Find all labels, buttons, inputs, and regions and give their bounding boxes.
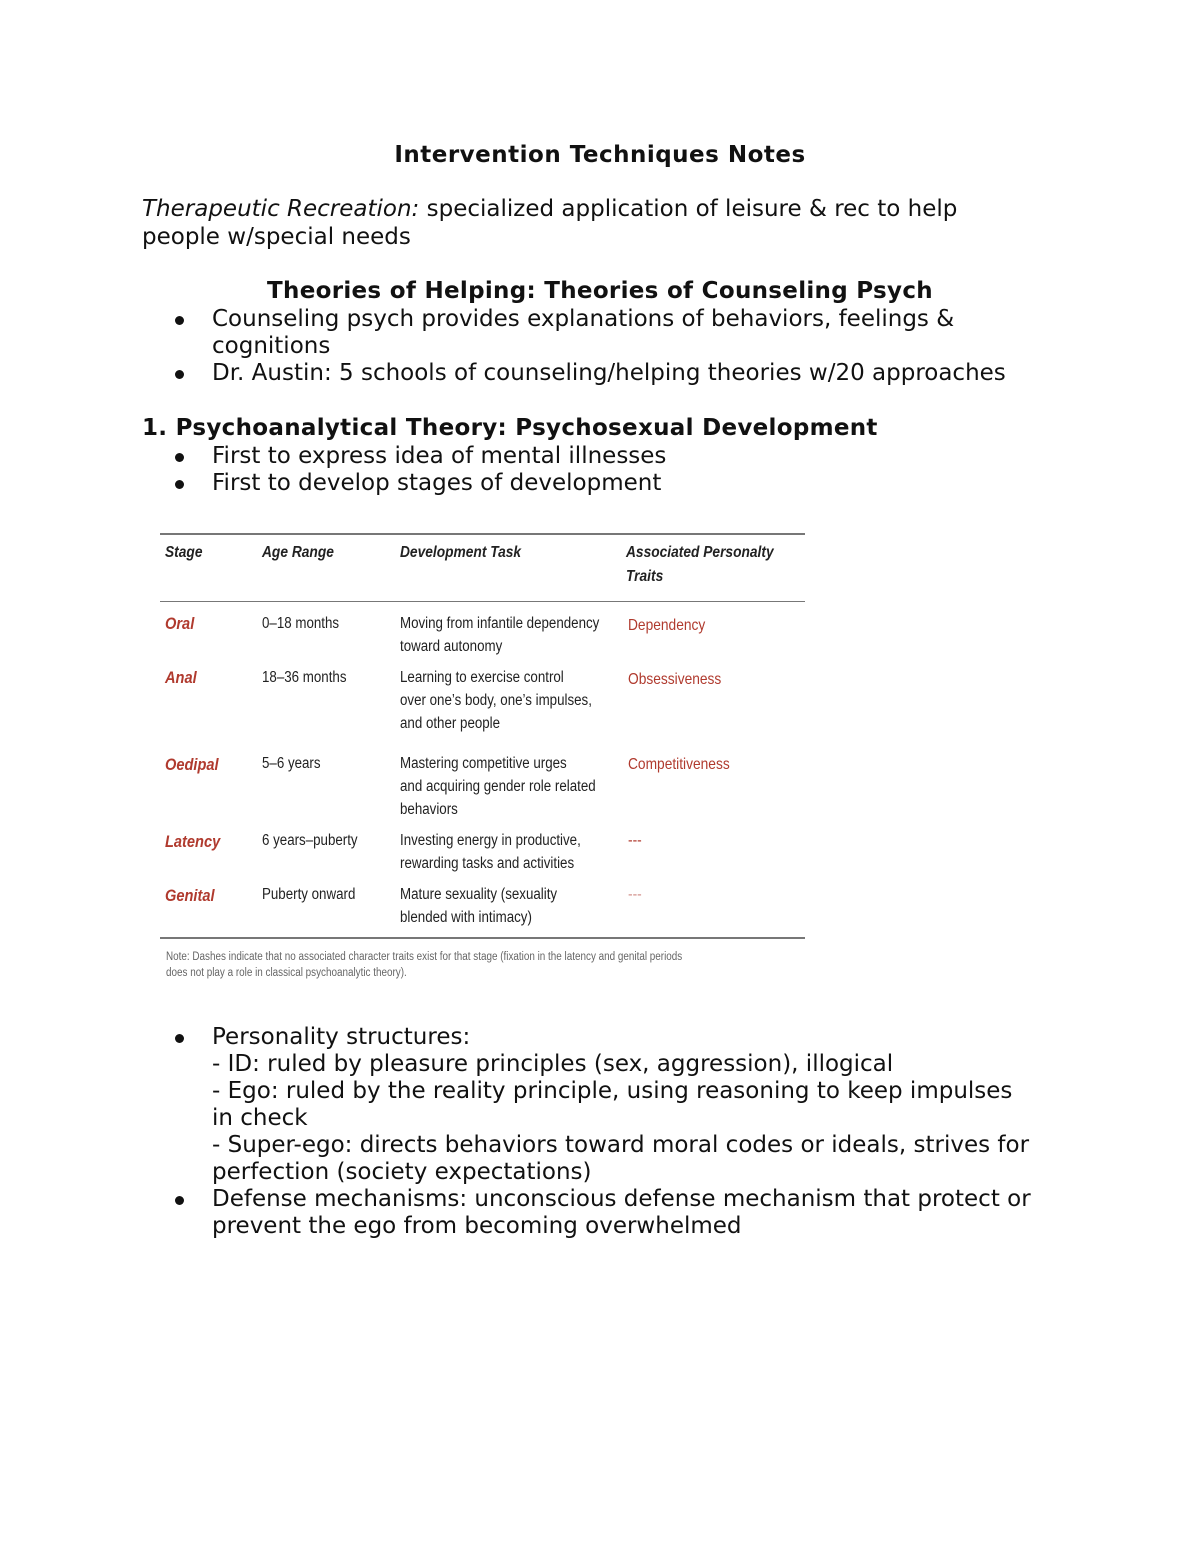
definition-paragraph [142,195,1022,251]
header-development-task: Development Task [400,544,522,561]
table-row-trait: --- [628,832,642,849]
table-row-trait: Obsessiveness [628,671,722,688]
table-row-stage: Anal [165,668,197,687]
task-line: Investing energy in productive, [400,832,581,849]
table-row-trait: Competitiveness [628,756,730,773]
header-personality-traits [626,541,774,589]
list-item [142,443,1042,470]
section-heading-helping: Theories of Helping: Theories of Counseling Psych [267,278,933,304]
psychosexual-stages-table [160,533,805,988]
header-age-range: Age Range [262,544,334,561]
bullet-line: Defense mechanisms: unconscious defense mechanism that protect or [212,1186,1031,1212]
bullet-icon [175,1034,184,1043]
table-bottom-rule [160,937,805,939]
bullet-line: - Super-ego: directs behaviors toward moral codes or ideals, strives for [212,1132,1030,1158]
bullet-line: - ID: ruled by pleasure principles (sex, aggression), illogical [212,1051,894,1077]
task-line: rewarding tasks and activities [400,855,575,872]
section-heading-psychoanalytical: 1. Psychoanalytical Theory: Psychosexual Development [142,415,878,441]
task-line: and acquiring gender role related [400,778,596,795]
header-traits-line-1: Associated Personalty [626,544,774,561]
definition-text-2: people w/special needs [142,224,411,250]
list-item [142,470,1042,497]
table-row-stage: Latency [165,832,221,851]
table-row-task [400,752,596,821]
bullet-icon [175,1196,184,1205]
table-header-rule [160,601,805,602]
definition-term: Therapeutic Recreation: [142,196,420,222]
table-row-age: 5–6 years [262,755,321,772]
task-line: behaviors [400,801,458,818]
bullet-line: - Ego: ruled by the reality principle, using reasoning to keep impulses [212,1078,1013,1104]
task-line: Moving from infantile dependency [400,615,600,632]
task-line: over one’s body, one’s impulses, [400,692,592,709]
list-item [142,1186,1042,1240]
bullet-line: Counseling psych provides explanations of behaviors, feelings & [212,306,955,332]
header-traits-line-2: Traits [626,568,664,585]
bullet-line: perfection (society expectations) [212,1159,592,1185]
table-row-age: 18–36 months [262,669,347,686]
table-row-age: 6 years–puberty [262,832,358,849]
bullet-icon [175,453,184,462]
list-item [142,1024,1042,1186]
task-line: Mastering competitive urges [400,755,567,772]
bullet-line: prevent the ego from becoming overwhelmed [212,1213,742,1239]
task-line: Mature sexuality (sexuality [400,886,558,903]
header-stage: Stage [165,544,203,561]
bullet-line: First to develop stages of development [212,470,662,496]
bullet-icon [175,316,184,325]
task-line: blended with intimacy) [400,909,532,926]
page-title: Intervention Techniques Notes [394,142,806,168]
list-item [142,360,1042,387]
table-row-trait: Dependency [628,617,706,634]
task-line: Learning to exercise control [400,669,564,686]
bullet-line: First to express idea of mental illnesses [212,443,667,469]
table-row-trait: --- [628,886,642,903]
psycho-bullet-list [142,443,1042,497]
table-top-rule [160,533,805,535]
bullet-line: Dr. Austin: 5 schools of counseling/helping theories w/20 approaches [212,360,1006,386]
table-row-stage: Genital [165,886,215,905]
definition-line-1 [142,196,957,222]
table-row-stage: Oedipal [165,755,219,774]
note-line: Note: Dashes indicate that no associated character traits exist for that stage (fixation in the latency and genital periods [166,951,683,963]
task-line: and other people [400,715,501,732]
table-row-task [400,666,592,735]
table-row-stage: Oral [165,614,195,633]
note-line: does not play a role in classical psychoanalytic theory). [166,967,407,979]
bullet-icon [175,370,184,379]
bullet-line: Personality structures: [212,1024,471,1050]
table-row-task [400,829,581,875]
list-item [142,306,1042,360]
definition-text-1: specialized application of leisure & rec to help [419,196,958,222]
table-row-task [400,883,557,929]
table-row-task [400,612,599,658]
task-line: toward autonomy [400,638,503,655]
bullet-icon [175,480,184,489]
table-row-age: Puberty onward [262,886,356,903]
bullet-line: cognitions [212,333,331,359]
helping-bullet-list [142,306,1042,387]
table-note [166,949,768,981]
structures-bullet-list [142,1024,1042,1240]
table-row-age: 0–18 months [262,615,340,632]
bullet-line: in check [212,1105,308,1131]
